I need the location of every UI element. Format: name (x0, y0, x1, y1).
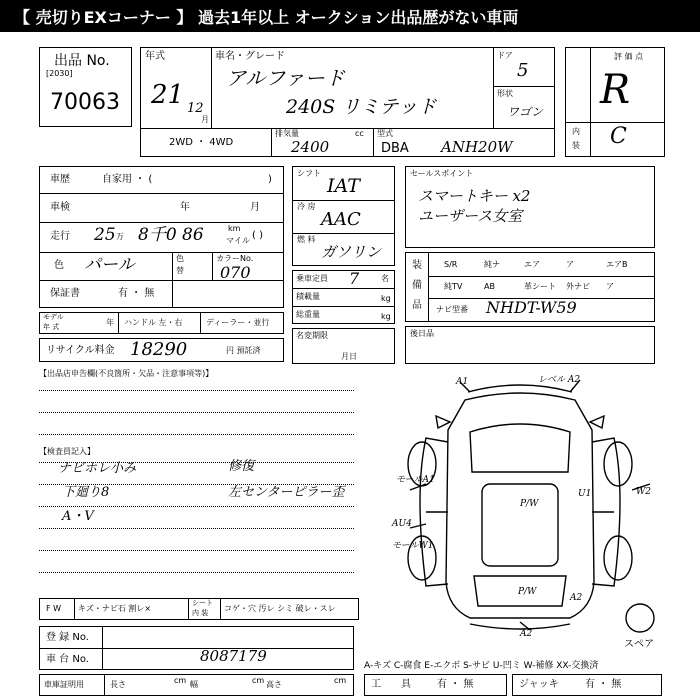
tools-options: 有 ・ 無 (437, 679, 474, 690)
equip-ext-navi: 外ナビ (566, 282, 590, 291)
sales-point-box (405, 166, 655, 248)
color-change-2: 替 (176, 266, 184, 275)
diagram-note-j: A2 (570, 593, 583, 603)
diagram-note-g: モールW1 (392, 541, 434, 551)
doors-label: ドア (497, 51, 513, 60)
check-row (39, 598, 359, 620)
rating-label: 評 価 点 (614, 52, 644, 61)
banner-title: 【 売切りEXコーナー 】 過去1年以上 オークション出品歴がない車両 (14, 7, 519, 27)
shift-value: IAT (327, 175, 360, 197)
load-label: 積載量 (296, 292, 320, 301)
name-change-label: 名変期限 (296, 331, 328, 340)
shape-value: ワゴン (507, 105, 544, 119)
grade-name: 240S リミテッド (286, 96, 437, 118)
inspector-note-5: 左センターピラー歪 (228, 485, 345, 500)
color-label: 色 (54, 260, 64, 271)
inspector-note-3: A・V (62, 509, 94, 524)
navi-model-label: ナビ型番 (436, 305, 468, 314)
equipment-label-2: 備 (412, 280, 422, 291)
damage-legend: A-キズ C-腐食 E-エクボ S-サビ U-凹ミ W-補修 XX-交換済 (364, 661, 599, 671)
gross-label: 総重量 (296, 310, 320, 319)
cert-width: 幅 (190, 680, 198, 689)
type-prefix: DBA (381, 141, 409, 156)
model-year-unit: 年 (106, 318, 114, 327)
cert-height: 高さ (266, 680, 282, 689)
chassis-value: 8087179 (200, 647, 267, 665)
capacity-unit: 名 (381, 274, 389, 283)
model-year-row (39, 312, 284, 334)
equipment-box (405, 252, 655, 322)
vehicle-basic-block (140, 47, 555, 157)
inspection-month-unit: 月 (250, 202, 260, 213)
registration-label: 登 録 No. (46, 632, 89, 643)
inspector-note-1: ナビホレ小み (58, 461, 137, 476)
capacity-label: 乗車定員 (296, 274, 328, 283)
model-year-label-1: モデル (43, 313, 64, 321)
mileage-label: 走行 (50, 231, 70, 242)
chassis-label: 車 台 No. (46, 654, 89, 665)
color-value: パール (84, 255, 135, 275)
fuel-value: ガソリン (321, 243, 382, 261)
drive-options: 2WD ・ 4WD (169, 137, 234, 148)
fw-label: F W (46, 604, 62, 613)
car-damage-diagram (370, 372, 670, 640)
mileage-km-unit: km (228, 224, 241, 233)
recycle-unit: 円 預託済 (226, 346, 261, 355)
sheet-label-2: 内 装 (192, 609, 209, 617)
sheet-label-1: シート (192, 599, 213, 607)
tools-row (364, 674, 507, 696)
equip-tv: 純TV (444, 282, 463, 291)
diagram-note-m: U1 (578, 489, 592, 499)
equipment-label-3: 品 (412, 300, 422, 311)
lot-label: 出品 No. (54, 53, 110, 69)
displacement-unit: cc (355, 129, 364, 138)
equip-airbag: エアB (606, 260, 628, 269)
inspector-note-2: 下廻り8 (62, 485, 110, 500)
jack-label: ジャッキ (519, 679, 559, 690)
capacity-value: 7 (349, 269, 360, 288)
mileage-man: 25 (94, 225, 116, 245)
diagram-note-k: A2 (520, 629, 533, 639)
cert-label: 車庫証明用 (44, 680, 84, 689)
shift-label: シフト (297, 169, 321, 178)
history-close: ) (268, 174, 272, 185)
equip-leather: 革シート (524, 282, 556, 291)
type-label: 型式 (377, 129, 393, 138)
mileage-man-unit: 万 (116, 232, 124, 241)
history-label: 車歴 (50, 174, 70, 185)
cert-length: 長さ (110, 680, 126, 689)
lot-number-box (39, 47, 132, 127)
lot-number: 70063 (50, 90, 120, 115)
page-banner (0, 0, 700, 32)
declaration-label: 【出品店申告欄(不良箇所・欠品・注意事項等)】 (39, 369, 214, 378)
after-label: 後日品 (410, 329, 434, 338)
model-name: アルファード (226, 66, 345, 90)
diagram-note-b: レベル A2 (538, 375, 581, 385)
jack-row (512, 674, 662, 696)
history-options: 自家用 ・ ( (102, 174, 153, 185)
equip-a: ア (566, 260, 574, 269)
equip-navi: 純ナ (484, 260, 500, 269)
recycle-value: 18290 (130, 339, 188, 360)
interior-items: コゲ・穴 汚レ シミ 破レ・スレ (224, 604, 336, 613)
name-label: 車名・グレード (215, 51, 285, 62)
navi-model-value: NHDT-W59 (486, 298, 577, 317)
shift-ac-fuel-table (292, 166, 395, 266)
name-change-box (292, 328, 395, 364)
warranty-options: 有 ・ 無 (118, 288, 155, 299)
year-label: 年式 (145, 51, 165, 62)
jack-options: 有 ・ 無 (585, 679, 622, 690)
interior-label-1: 内 (572, 127, 580, 136)
mileage-rest: 8千0 86 (138, 225, 204, 245)
diagram-note-e: AU4 (392, 519, 412, 529)
fuel-label: 燃 料 (297, 235, 316, 244)
color-no-label: カラーNo. (216, 254, 254, 263)
capacity-table (292, 270, 395, 324)
fw-items: キズ・ナビ石 割レ× (78, 604, 152, 613)
tools-label: 工 具 (371, 679, 411, 690)
handle-options: ハンドル 左・右 (124, 318, 183, 327)
cert-width-unit: cm (252, 676, 265, 685)
lot-sub-code: [2030] (46, 69, 73, 78)
equip-air: エア (524, 260, 540, 269)
cert-length-unit: cm (174, 676, 187, 685)
inspector-note-4: 修復 (228, 459, 255, 474)
dealer-options: ディーラー・並行 (206, 318, 270, 327)
color-change-1: 色 (176, 254, 184, 263)
mileage-paren: ( ) (252, 230, 263, 241)
diagram-note-a: A1 (456, 377, 469, 387)
gross-unit: kg (381, 312, 391, 321)
registration-table (39, 626, 354, 670)
warranty-label: 保証書 (50, 288, 80, 299)
displacement-label: 排気量 (275, 129, 299, 138)
type-code: ANH20W (441, 138, 513, 156)
equip-a2: ア (606, 282, 614, 291)
recycle-label: リサイクル料金 (46, 345, 115, 356)
sales-label: セールスポイント (410, 169, 474, 178)
diagram-note-h: P/W (520, 499, 539, 509)
shape-label: 形状 (497, 89, 513, 98)
equip-sr: S/R (444, 260, 458, 269)
name-change-unit: 月日 (341, 352, 357, 361)
equip-ab: AB (484, 282, 495, 291)
month-value: 12 (187, 101, 204, 116)
color-no-value: 070 (220, 263, 251, 282)
ac-label: 冷 房 (297, 202, 316, 211)
inspection-label: 車検 (50, 202, 70, 213)
inspector-label: 【検査員記入】 (39, 447, 95, 456)
year-value: 21 (151, 80, 185, 110)
load-unit: kg (381, 294, 391, 303)
interior-value: C (610, 124, 627, 149)
equipment-label-1: 装 (412, 260, 422, 271)
sales-line-2: ユーザース女室 (418, 207, 523, 225)
spare-label: スペア (624, 639, 654, 650)
model-year-label-2: 年 式 (43, 323, 60, 331)
inspection-year-unit: 年 (180, 202, 190, 213)
rating-box (565, 47, 665, 157)
after-items-box (405, 326, 655, 364)
month-unit: 月 (201, 115, 209, 124)
displacement-value: 2400 (291, 138, 330, 156)
garage-cert-row (39, 674, 354, 696)
doors-value: 5 (517, 60, 529, 81)
sales-line-1: スマートキー x2 (418, 187, 531, 205)
ac-value: AAC (321, 209, 361, 230)
vehicle-detail-table (39, 166, 284, 308)
recycle-row (39, 338, 284, 362)
diagram-note-d: W2 (636, 487, 651, 497)
rating-value: R (600, 67, 631, 113)
mileage-mile-unit: マイル (226, 236, 250, 245)
cert-height-unit: cm (334, 676, 347, 685)
diagram-note-i: P/W (518, 587, 537, 597)
diagram-note-c: モールA1 (396, 475, 435, 485)
interior-label-2: 装 (572, 141, 580, 150)
